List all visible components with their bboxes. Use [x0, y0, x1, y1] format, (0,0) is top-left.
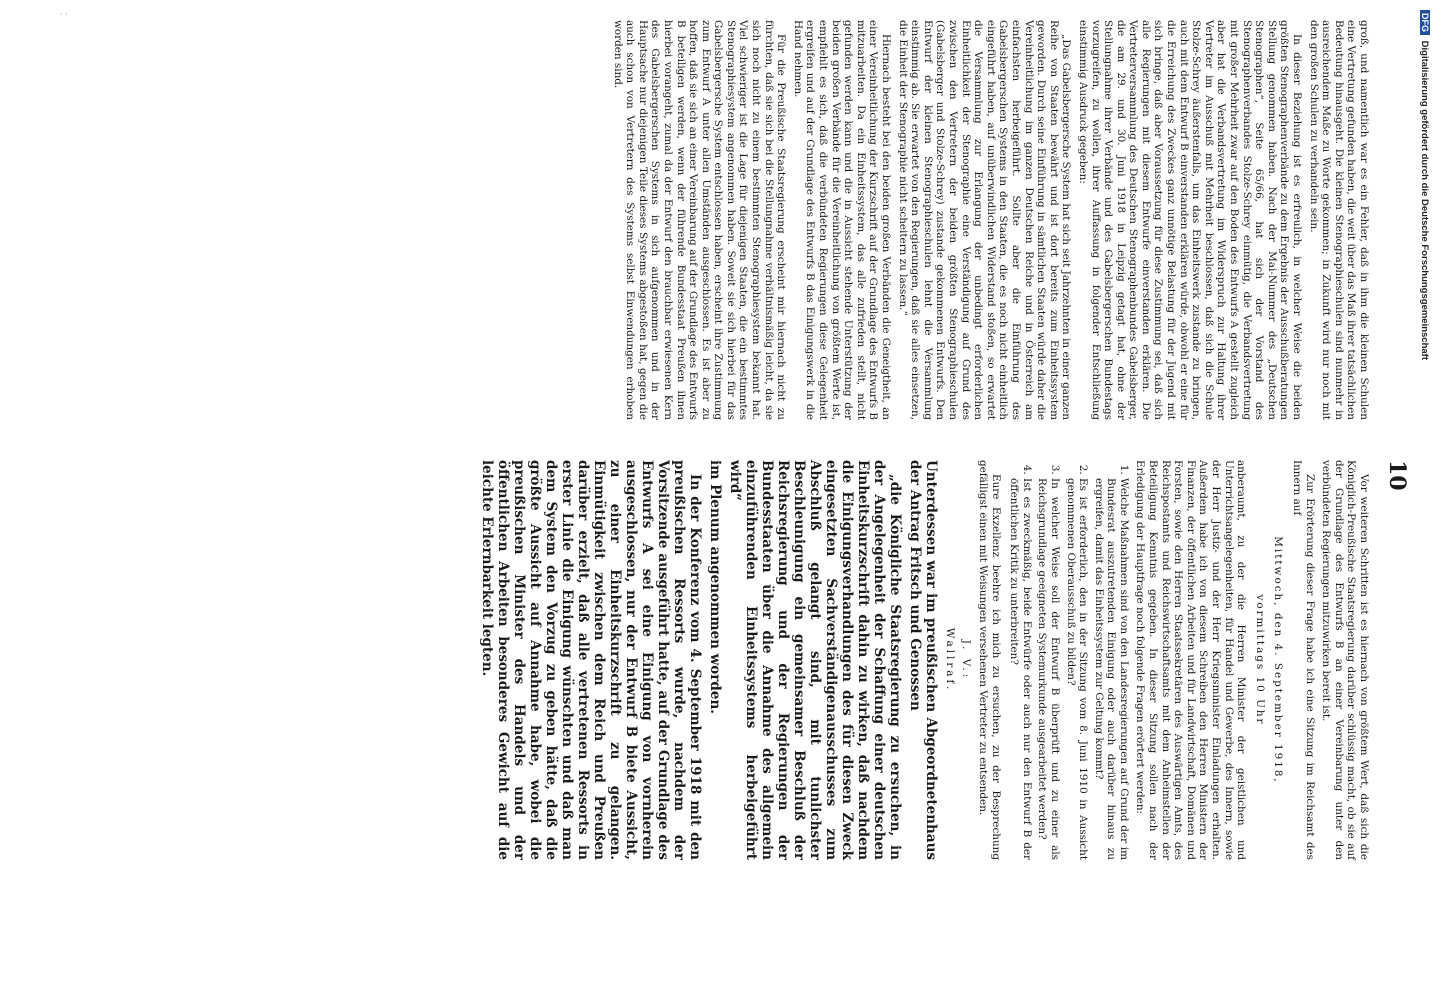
dfg-logo: DFG — [1420, 10, 1430, 35]
right-column — [475, 460, 1370, 860]
paragraph: In der Konferenz vom 4. September 1918 mit den preußischen Ressorts wurde, nachdem der Vorsitzende ausgeführt hatte, auf der Grundlage des Entwurfs A sei eine Einigung von vornherein ausgeschlossen, nur der Entwurf B biete Aussicht, zu einer Einheitskurzschrift zu gelangen. Einmütigkeit zwischen dem Reich und Preußen darüber erzielt, daß alle vertretenen Ressorts in erster Linie die Einigung wünschten und daß man dem System den Vorzug zu geben hätte, daß die größte Aussicht auf Annahme habe, wobei die preußischen Minister des Handels und der öffentlichen Arbeiten besonderes Gewicht auf die leichte Erlernbarkeit legten. — [479, 460, 704, 860]
list-item: 4. Ist es zweckmäßig, beide Entwürfe oder auch nur den Entwurf B der öffentlichen Kritik zu unterbreiten? — [1008, 478, 1033, 860]
paragraph: Eure Exzellenz beehre ich mich zu ersuchen, zu der Besprechung gefälligst einen mit Weisungen versehenen Vertreter zu entsenden. — [976, 460, 1002, 860]
list-item: 1. Welche Maßnahmen sind von den Landesregierungen auf Grund der im Bundesrat auszutretenden Einigung oder auch darüber hinaus zu ergreifen, damit das Einheitssystem zur Geltung kommt? — [1092, 478, 1130, 860]
motion-quote: „die Königliche Staatsregierung zu ersuchen, in der Angelegenheit der Schaffung einer deutschen Einheitskurzschrift dahin zu wirken, daß nachdem die Einigungsverhandlungen des für diesen Zweck eingesetzten Sachverständigenausschusses zum Abschluß gelangt sind, mit tunlichster Beschleunigung ein gemeinsamer Beschluß der Reichsregierung und der Regierungen der Bundesstaaten über die Annahme des allgemein einzuführenden Einheitssystems herbeigeführt wird“ — [727, 460, 904, 860]
funding-credit — [1416, 10, 1432, 910]
list-item: 2. Es ist erforderlich, den in der Sitzung vom 8. Juni 1910 in Aussicht genommenen Oberausschuß zu bilden? — [1064, 478, 1089, 860]
paragraph: Vor weiteren Schritten ist es hiernach von größtem Wert, daß sich die Königlich-Preußische Staatsregierung darüber schlüssig macht, ob sie auf der Grundlage des Entwurfs B an einer Vereinbarung unter den verbündeten Regierungen mitzuwirken bereit ist. — [1320, 460, 1370, 860]
signature-name: Wallraf. — [943, 627, 956, 693]
question-list — [1008, 460, 1130, 860]
meeting-date: Mittwoch, den 4. September 1918, — [1272, 536, 1285, 784]
signature-line: J. V.: — [960, 639, 973, 681]
quotation: „Das Gabelsbergersche System hat sich seit Jahrzehnten in einer ganzen Reihe von Staaten bewährt und ist dort bereits zum Einheitssystem geworden. Durch seine Einführung in sämtlichen Staaten würde daher die Vereinheitlichung im ganzen Deutschen Reiche und in Österreich am einfachsten herbeigeführt. Sollte aber die Einführung des Gabelsbergerschen Systems in den Staaten, die es noch nicht einheitlich eingeführt haben, auf unüberwindlichen Widerstand stoßen, so erwartet die Versammlung zur Erlangung der unbedingt erforderlichen Einheitlichkeit der Stenographie eine Verständigung auf Grund des zwischen den Vertretern der beiden größten Stenographieschulen (Gabelsberger und Stolze-Schrey) zustande gekommenen Entwurfs. Den Entwurf der kleinen Stenographieschulen lehnt die Versammlung einstimmig ab. Sie erwartet von den Regierungen, daß sie alles einsetzen, die Einheit der Stenographie nicht scheitern zu lassen.“ — [896, 20, 1073, 420]
scanned-page — [80, 20, 1410, 900]
paragraph: Zur Erörterung dieser Frage habe ich eine Sitzung im Reichsamt des Innern auf — [1291, 460, 1316, 860]
paragraph: groß, und namentlich war es ein Fehler, daß in ihm die kleinen Schulen eine Vertretung gefunden haben, die weit über das Maß ihrer tatsächlichen Bedeutung hinausgeht. Die kleinen Stenographieschulen sind nunmehr in ausreichendem Maße zu Worte gekommen; in Zukunft wird nur noch mit den großen Schulen zu verhandeln sein. — [1307, 20, 1370, 420]
meeting-time: vormittags 10 Uhr — [1253, 594, 1266, 726]
paragraph: In dieser Beziehung ist es erfreulich, in welcher Weise die beiden größten Stenographenverbände zu dem Ergebnis der Ausschußberatungen Stellung genommen haben. Nach der Mai-Nummer des „Deutschen Stenographen“, Seite 65/66, hat sich der Vorstand des Stenographenverbandes Stolze-Schrey einmütig, die Verbandsvertretung mit großer Mehrheit zwar auf den Boden des Entwurfs A gestellt zugleich aber hat die Verbandsvertretung im Widerspruch zur Haltung ihrer Vertreter im Ausschuß mit Mehrheit beschlossen, daß sich die Schule Stolze-Schrey äußerstenfalls, um das Einheitswerk zustande zu bringen, auch mit dem Entwurf B einverstanden erklären würde, obwohl er eine für die Erreichung des Zweckes ganz unnötige Belastung für der Jugend mit sich bringe, daß aber Voraussetzung für diese Zustimmung sei, daß sich alle Regierungen mit diesem Entwurfe einverstanden erklären. Die Vertreterversammlung des Deutschen Stenographenbundes Gabelsberger, die am 29. und 30. Juni 1918 in Leipzig getagt hat, ohne der Stellungnahme ihrer Verbände und des Gabelsbergerschen Bundestags vorzugreifen, zu wollen, ihrer Auffassung in folgender Entschließung einstimmig Ausdruck gegeben: — [1076, 20, 1304, 420]
paragraph: Hiernach besteht bei den beiden großen Verbänden die Geneigtheit, an einer Vereinheitlichung der Kurzschrift auf der Grundlage des Entwurfs B mitzuarbeiten. Da ein Einheitssystem, das alle zufrieden stellt, nicht gefunden werden kann und die in Aussicht stehende Unterstützung der beiden großen Verbände für die Vereinheitlichung von größtem Werte ist, empfiehlt es sich, daß die verbündeten Regierungen diese Gelegenheit ergreifen und auf der Grundlage des Entwurfs B das Einigungswerk in die Hand nehmen. — [791, 20, 893, 420]
left-column — [607, 20, 1370, 420]
paragraph: anberaumt, zu der die Herren Minister der geistlichen und Unterrichtsangelegenheiten, für Handel und Gewerbe, des Innern, sowie der Herr Justiz- und der Herr Kriegsminister Einladungen erhalten. Außerdem habe ich von diesem Schreiben den Herren Ministern der Finanzen, der öffentlichen Arbeiten und für Landwirtschaft, Domänen und Forsten, sowie den Herren Staatssekretären des Auswärtigen Amts, des Reichspostamts und Reichswirtschaftsamts mit dem Anheimstellen der Beteiligung Kenntnis gegeben. In dieser Sitzung sollen nach der Erledigung der Hauptfrage noch folgende Fragen erörtert werden: — [1134, 460, 1248, 860]
paragraph: im Plenum angenommen worden. — [707, 460, 724, 714]
paragraph: Für die Preußische Staatsregierung erscheint mir hiernach nicht zu fürchten, daß sie sich bei die Stellungnahme verhältnismäßig leicht, da sie sich noch nicht zu einem bestimmten Stenographiesystem bekannt hat. Viel schwieriger ist die Lage für diejenigen Staaten, die ein bestimmtes Stenographiesystem angenommen haben. Soweit sie sich hierbei für das Gabelsbergersche System entschlossen haben, erscheint ihre Zustimmung zum Entwurf A unter allen Umständen ausgeschlossen. Es ist aber zu hoffen, daß sie sich an einer Vereinbarung auf der Grundlage des Entwurfs B beteiligen werden, wenn der führende Bundesstaat Preußen ihnen hierbei vorangeht, zumal da der Entwurf den brauchbar erwiesenen Kern des Gabelsbergerschen Systems in sich aufgenommen und in der Hauptsache nur diejenigen Teile dieses Systems abgestoßen hat, gegen die auch schon von Vertretern des Systems selbst Einwendungen erhoben worden sind. — [611, 20, 788, 420]
credit-text: Digitalisierung gefördert durch die Deutsche Forschungsgemeinschaft — [1419, 40, 1430, 360]
list-item: 3. In welcher Weise soll der Entwurf B überprüft und zu einer als Reichsgrundlage geeigneten Systemurkunde ausgearbeitet werden? — [1036, 478, 1061, 860]
paragraph: Unterdessen war im preußischen Abgeordnetenhaus der Antrag Fritsch und Genossen — [907, 460, 940, 860]
page-number: 10 — [1384, 460, 1410, 491]
scan-mark: · · — [60, 10, 68, 19]
